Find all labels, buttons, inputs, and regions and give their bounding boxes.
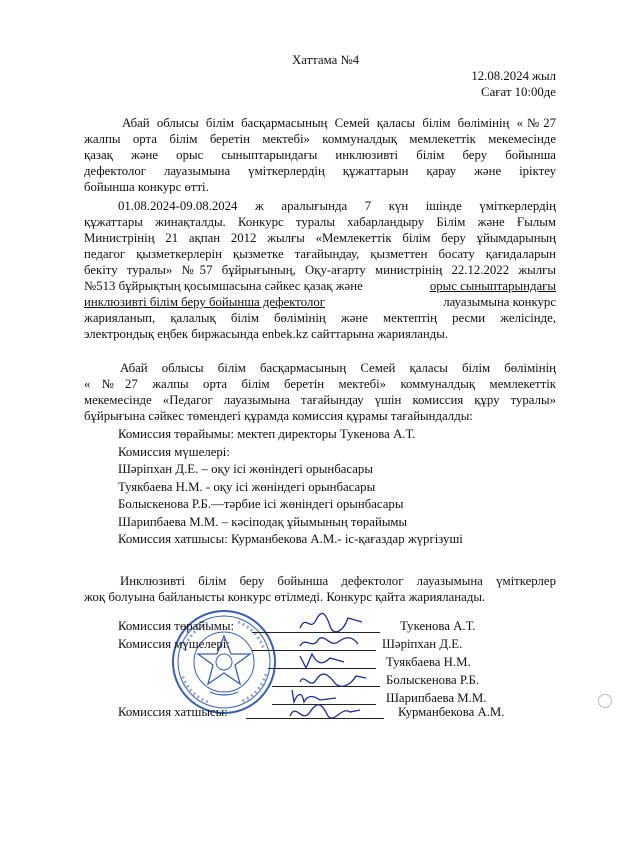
paragraph-result [84, 573, 556, 605]
sign-chair-label: Комиссия төрайымы: [118, 619, 235, 633]
paragraph-line: Инклюзивті білім беру бойынша дефектолог лауазымына үміткерлер [120, 574, 556, 588]
commission-secretary: Комиссия хатшысы: Курманбекова А.М.- іс-қағаздар жүргізуші [118, 532, 463, 546]
commission-chair: Комиссия төрайымы: мектеп директоры Тукенова А.Т. [118, 427, 416, 441]
paragraph-line [84, 278, 556, 294]
sign-member-name: Болыскенова Р.Б. [386, 673, 480, 687]
sign-secretary-name: Курманбекова А.М. [398, 705, 505, 719]
paragraph-line: жоқ болуына байланысты конкурс өтілмеді. Конкурс қайта жарияланады. [84, 590, 486, 604]
paragraph-line: Абай облысы білім басқармасының Семей қаласы білім бөлімінің [120, 361, 556, 375]
paragraph-line: дефектолог лауазымына үміткерлердің құжаттарын қарау және іріктеу [84, 164, 556, 178]
paragraph-line: электрондық еңбек биржасында enbek.kz сайттарына жарияланды. [84, 327, 449, 341]
paragraph-line: 01.08.2024-09.08.2024 ж аралығында 7 күн ішінде үміткерлердің [118, 199, 556, 213]
paragraph-line: Министрінің 21 ақпан 2012 жылғы «Мемлекеттік білім беру ұйымдарының [84, 231, 556, 245]
paragraph-line: қазақ және орыс сыныптарындағы инклюзивті білім беру бойынша [84, 148, 556, 162]
sign-member-name: Туякбаева Н.М. [386, 655, 471, 669]
underlined-text: орыс сыныптарындағы [429, 279, 556, 293]
paragraph-line: «№27 жалпы орта білім беретін мектебі» коммуналдық мемлекеттік [84, 377, 556, 391]
text-segment: лауазымына конкурс [443, 295, 556, 309]
protocol-title: Хаттама №4 [292, 53, 360, 67]
signature-secretary [286, 700, 362, 726]
protocol-time: Сағат 10:00де [481, 85, 556, 99]
sign-members-label: Комиссия мүшелері: [118, 637, 230, 651]
paragraph-line: мекемесінде «Педагог лауазымына тағайындау үшін комиссия құру туралы» [84, 393, 556, 407]
paragraph-line [84, 294, 556, 310]
paragraph-line: бойынша конкурс өтті. [84, 180, 209, 194]
commission-member: Туякбаева Н.М. - оқу ісі жөніндегі орынбасары [118, 479, 376, 494]
paragraph-line: педагог қызметкерлерін қызметке тағайындау, қызметтен босату қағидаларын [84, 247, 556, 261]
paragraph-commission-order [84, 360, 556, 424]
commission-list [118, 426, 538, 549]
paragraph-line: бекіту туралы» №57 бұйрығының, Оқу-ағарту министрінің 22.12.2022 жылғы [84, 263, 556, 277]
paragraph-line: құжаттары жинақталды. Конкурс туралы хабарландыру Білім және Ғылым [84, 215, 556, 229]
sign-member-name: Шарипбаева М.М. [386, 691, 487, 705]
underlined-text: инклюзивті білім беру бойынша дефектолог [84, 295, 325, 309]
commission-members-label: Комиссия мүшелері: [118, 444, 230, 459]
protocol-date: 12.08.2024 жыл [471, 69, 556, 83]
paragraph-line: жалпы орта білім беретін мектебі» коммуналдық мемлекеттік мекемесінде [84, 132, 556, 146]
paragraph-line: Абай облысы білім басқармасының Семей қаласы білім бөлімінің «№27 [122, 116, 556, 130]
paragraph-announcement [84, 198, 556, 342]
commission-member: Шарипбаева М.М. – кәсіподақ ұйымының төрайымы [118, 514, 408, 529]
text-segment: №513 бұйрықтың қосымшасына сәйкес қазақ және [84, 279, 363, 293]
scan-hole-mark [598, 694, 612, 708]
commission-member: Болыскенова Р.Б.—тәрбие ісі жөніндегі орынбасары [118, 497, 404, 511]
sign-member-name: Шәріпхан Д.Е. [382, 637, 463, 651]
paragraph-line: бұйрығына сәйкес төмендегі құрамда комиссия құрамы тағайындалды: [84, 409, 473, 423]
sign-chair-name: Тукенова А.Т. [400, 619, 476, 633]
sign-secretary-label: Комиссия хатшысы: [118, 705, 228, 719]
commission-member: Шәріпхан Д.Е. – оқу ісі жөніндегі орынбасары [118, 462, 373, 476]
paragraph-line: жарияланып, қалалық білім бөлімінің және мектептің ресми желісінде, [84, 311, 556, 325]
paragraph-intro [84, 115, 556, 195]
